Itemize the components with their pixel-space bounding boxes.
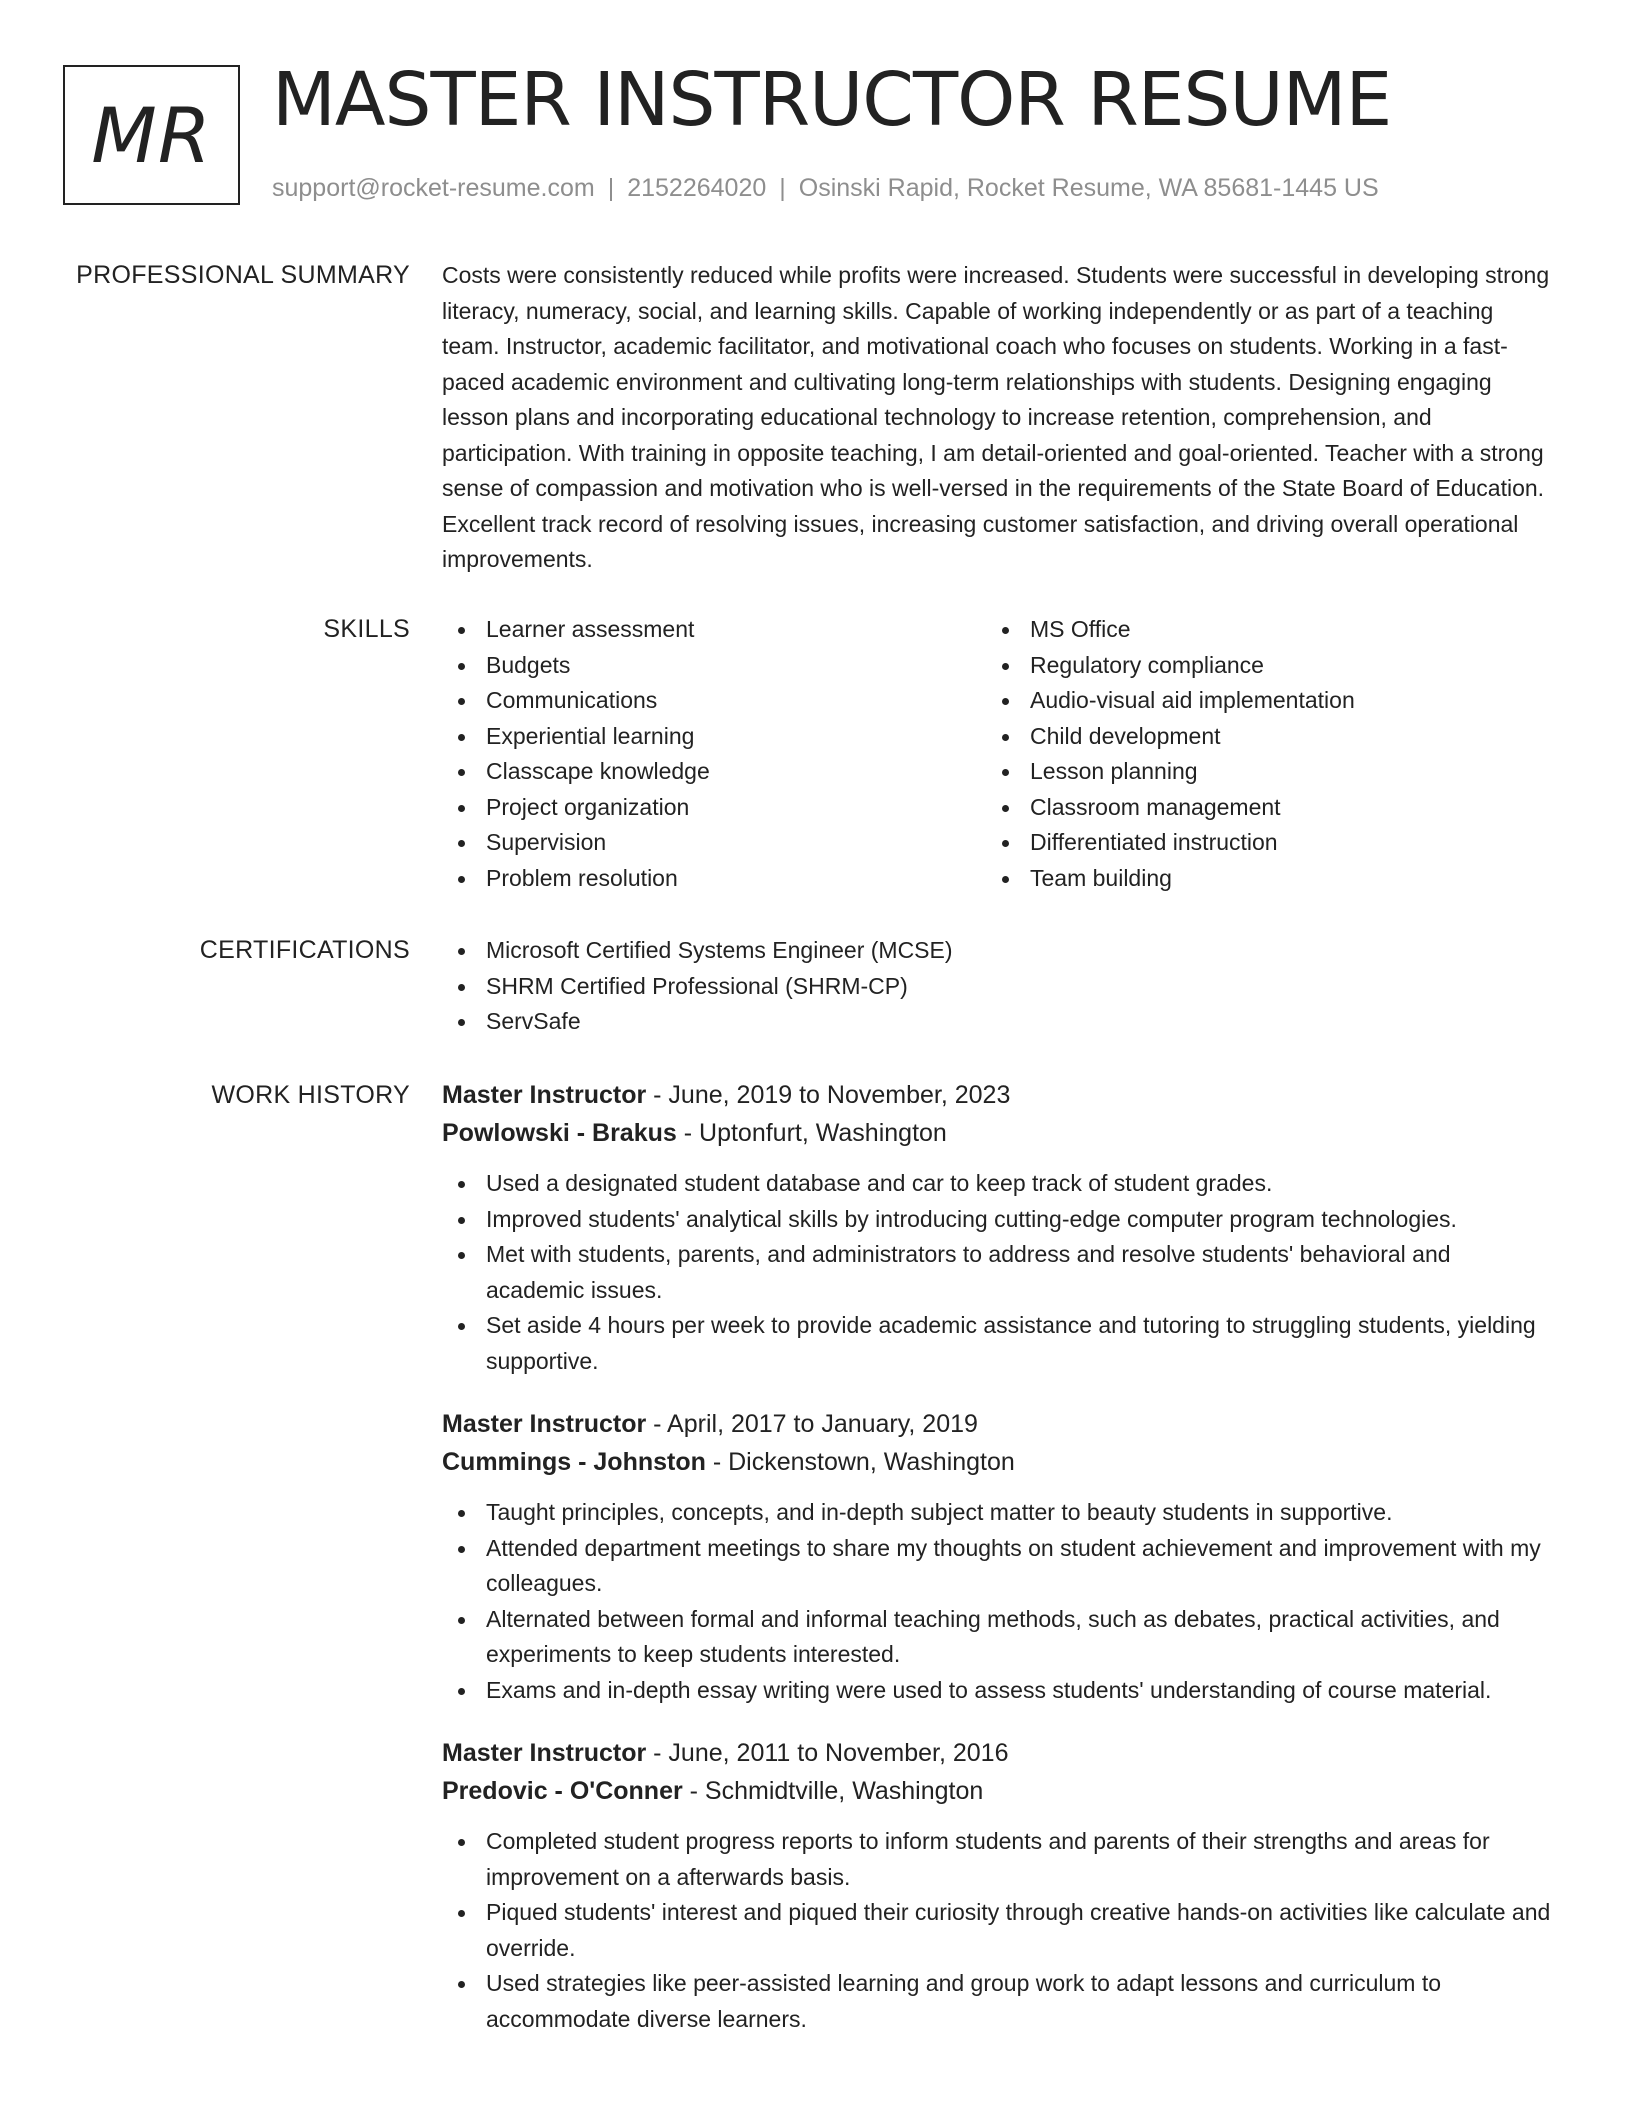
section-body xyxy=(442,933,1554,1040)
duty-item: Attended department meetings to share my thoughts on student achievement and improvement with my colleagues. xyxy=(442,1531,1554,1602)
section-heading: PROFESSIONAL SUMMARY xyxy=(76,261,410,289)
job-company: Cummings - Johnston xyxy=(442,1448,706,1476)
email-link[interactable]: support@rocket-resume.com xyxy=(272,174,595,202)
job-location: - Dickenstown, Washington xyxy=(705,1448,1015,1476)
job-title: Master Instructor xyxy=(442,1739,647,1767)
skills-list-left xyxy=(442,612,986,896)
skill-item: Communications xyxy=(442,683,986,719)
address: Osinski Rapid, Rocket Resume, WA 85681-1445 US xyxy=(798,174,1379,202)
job-company-line xyxy=(442,1114,1554,1152)
job-company: Predovic - O'Conner xyxy=(442,1777,683,1805)
job-title-line xyxy=(442,1076,1554,1114)
job-dates: - June, 2019 to November, 2023 xyxy=(646,1081,1011,1109)
job-dates: - April, 2017 to January, 2019 xyxy=(646,1410,978,1438)
job-duties xyxy=(442,1495,1554,1708)
job-location: - Schmidtville, Washington xyxy=(682,1777,984,1805)
job-title-line xyxy=(442,1734,1554,1772)
skill-item: Team building xyxy=(986,861,1530,897)
job-dates: - June, 2011 to November, 2016 xyxy=(646,1739,1009,1767)
duty-item: Used a designated student database and car to keep track of student grades. xyxy=(442,1166,1554,1202)
job-title: Master Instructor xyxy=(442,1081,647,1109)
skill-item: Classroom management xyxy=(986,790,1530,826)
job-title: Master Instructor xyxy=(442,1410,647,1438)
job-entry xyxy=(442,1405,1554,1708)
skill-item: Lesson planning xyxy=(986,754,1530,790)
job-entry xyxy=(442,1734,1554,2037)
phone-number[interactable]: 2152264020 xyxy=(627,174,767,202)
certification-item: ServSafe xyxy=(442,1004,1554,1040)
job-entry xyxy=(442,1076,1554,1379)
duty-item: Used strategies like peer-assisted learning and group work to adapt lessons and curriculum to accommodate diverse learners. xyxy=(442,1966,1554,2037)
section-heading: CERTIFICATIONS xyxy=(199,936,410,964)
skill-item: Experiential learning xyxy=(442,719,986,755)
contact-separator: | xyxy=(779,174,786,202)
duty-item: Piqued students' interest and piqued their curiosity through creative hands-on activities like calculate and override. xyxy=(442,1895,1554,1966)
resume-title: MASTER INSTRUCTOR RESUME xyxy=(272,57,1392,143)
skill-item: Problem resolution xyxy=(442,861,986,897)
duty-item: Improved students' analytical skills by introducing cutting-edge computer program technologies. xyxy=(442,1202,1554,1238)
contact-separator: | xyxy=(607,174,615,202)
skill-item: Child development xyxy=(986,719,1530,755)
job-company: Powlowski - Brakus xyxy=(442,1119,677,1147)
job-company-line xyxy=(442,1443,1554,1481)
section-body xyxy=(442,258,1554,578)
certifications-list xyxy=(442,933,1554,1040)
section-heading: SKILLS xyxy=(323,615,410,643)
job-title-line xyxy=(442,1405,1554,1443)
duty-item: Alternated between formal and informal teaching methods, such as debates, practical activities, and experiments to keep students interested. xyxy=(442,1602,1554,1673)
duty-item: Met with students, parents, and administrators to address and resolve students' behavioral and academic issues. xyxy=(442,1237,1554,1308)
skill-item: Project organization xyxy=(442,790,986,826)
summary-text: Costs were consistently reduced while profits were increased. Students were successful in developing strong literacy, numeracy, social, and learning skills. Capable of working independently or as part of a teaching team. Instructor, academic facilitator, and motivational coach who focuses on students. Working in a fast-paced academic environment and cultivating long-term relationships with students. Designing engaging lesson plans and incorporating educational technology to increase retention, comprehension, and participation. With training in opposite teaching, I am detail-oriented and goal-oriented. Teacher with a strong sense of compassion and motivation who is well-versed in the requirements of the State Board of Education. Excellent track record of resolving issues, increasing customer satisfaction, and driving overall operational improvements. xyxy=(442,262,1550,572)
duty-item: Set aside 4 hours per week to provide academic assistance and tutoring to struggling students, yielding supportive. xyxy=(442,1308,1554,1379)
job-duties xyxy=(442,1166,1554,1379)
skill-item: Regulatory compliance xyxy=(986,648,1530,684)
skill-item: Learner assessment xyxy=(442,612,986,648)
duty-item: Completed student progress reports to inform students and parents of their strengths and areas for improvement on a afterwards basis. xyxy=(442,1824,1554,1895)
section-body xyxy=(442,612,1554,896)
duty-item: Taught principles, concepts, and in-depth subject matter to beauty students in supportive. xyxy=(442,1495,1554,1531)
skill-item: Audio-visual aid implementation xyxy=(986,683,1530,719)
monogram-logo: MR xyxy=(63,65,240,205)
skill-item: Budgets xyxy=(442,648,986,684)
job-company-line xyxy=(442,1772,1554,1810)
duty-item: Exams and in-depth essay writing were used to assess students' understanding of course material. xyxy=(442,1673,1554,1709)
job-duties xyxy=(442,1824,1554,2037)
section-body xyxy=(442,1076,1554,2063)
skills-list-right xyxy=(986,612,1530,896)
certification-item: Microsoft Certified Systems Engineer (MCSE) xyxy=(442,933,1554,969)
job-location: - Uptonfurt, Washington xyxy=(676,1119,947,1147)
skill-item: Differentiated instruction xyxy=(986,825,1530,861)
skill-item: Classcape knowledge xyxy=(442,754,986,790)
skills-grid xyxy=(442,612,1554,896)
section-heading: WORK HISTORY xyxy=(211,1081,410,1109)
skill-item: Supervision xyxy=(442,825,986,861)
skill-item: MS Office xyxy=(986,612,1530,648)
contact-line xyxy=(272,172,1379,204)
certification-item: SHRM Certified Professional (SHRM-CP) xyxy=(442,969,1554,1005)
